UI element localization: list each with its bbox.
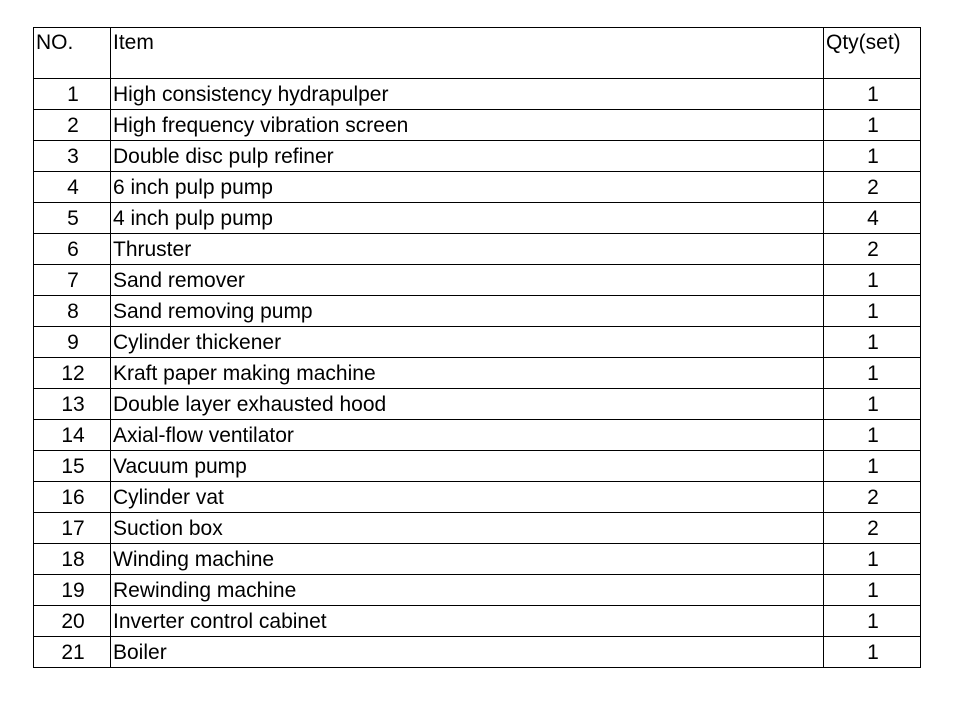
table-row [34, 172, 921, 203]
cell-item: Double disc pulp refiner [111, 141, 824, 172]
cell-no: 13 [34, 389, 111, 420]
cell-qty: 2 [824, 172, 921, 203]
cell-qty: 1 [824, 637, 921, 668]
cell-qty: 1 [824, 358, 921, 389]
cell-qty: 2 [824, 482, 921, 513]
table-row [34, 358, 921, 389]
cell-qty: 1 [824, 389, 921, 420]
cell-no: 12 [34, 358, 111, 389]
equipment-table-body [34, 28, 921, 668]
table-row [34, 110, 921, 141]
cell-item: Suction box [111, 513, 824, 544]
cell-item: High frequency vibration screen [111, 110, 824, 141]
cell-no: 9 [34, 327, 111, 358]
table-row [34, 327, 921, 358]
cell-qty: 1 [824, 296, 921, 327]
table-header-row [34, 28, 921, 79]
cell-no: 15 [34, 451, 111, 482]
cell-no: 21 [34, 637, 111, 668]
cell-item: Kraft paper making machine [111, 358, 824, 389]
table-row [34, 637, 921, 668]
header-item: Item [111, 28, 824, 79]
cell-no: 14 [34, 420, 111, 451]
cell-no: 1 [34, 79, 111, 110]
cell-no: 16 [34, 482, 111, 513]
cell-qty: 2 [824, 513, 921, 544]
cell-qty: 1 [824, 544, 921, 575]
table-row [34, 203, 921, 234]
cell-no: 7 [34, 265, 111, 296]
cell-qty: 1 [824, 265, 921, 296]
cell-item: Sand removing pump [111, 296, 824, 327]
cell-qty: 4 [824, 203, 921, 234]
table-row [34, 389, 921, 420]
cell-no: 17 [34, 513, 111, 544]
cell-qty: 1 [824, 327, 921, 358]
table-row [34, 451, 921, 482]
cell-no: 20 [34, 606, 111, 637]
cell-item: Cylinder thickener [111, 327, 824, 358]
cell-item: Vacuum pump [111, 451, 824, 482]
cell-qty: 1 [824, 420, 921, 451]
cell-item: Inverter control cabinet [111, 606, 824, 637]
cell-no: 4 [34, 172, 111, 203]
cell-no: 8 [34, 296, 111, 327]
cell-item: Thruster [111, 234, 824, 265]
cell-no: 6 [34, 234, 111, 265]
table-row [34, 513, 921, 544]
cell-no: 5 [34, 203, 111, 234]
cell-item: Cylinder vat [111, 482, 824, 513]
cell-item: High consistency hydrapulper [111, 79, 824, 110]
table-row [34, 575, 921, 606]
cell-item: Axial-flow ventilator [111, 420, 824, 451]
table-row [34, 482, 921, 513]
table-row [34, 544, 921, 575]
table-row [34, 265, 921, 296]
header-no: NO. [34, 28, 111, 79]
cell-item: Winding machine [111, 544, 824, 575]
cell-qty: 2 [824, 234, 921, 265]
table-row [34, 606, 921, 637]
table-row [34, 296, 921, 327]
header-qty: Qty(set) [824, 28, 921, 79]
cell-qty: 1 [824, 79, 921, 110]
cell-item: 6 inch pulp pump [111, 172, 824, 203]
cell-item: Sand remover [111, 265, 824, 296]
cell-no: 19 [34, 575, 111, 606]
cell-qty: 1 [824, 451, 921, 482]
cell-no: 18 [34, 544, 111, 575]
cell-qty: 1 [824, 110, 921, 141]
cell-item: Rewinding machine [111, 575, 824, 606]
cell-no: 3 [34, 141, 111, 172]
cell-item: 4 inch pulp pump [111, 203, 824, 234]
equipment-table [33, 27, 921, 668]
cell-qty: 1 [824, 575, 921, 606]
cell-item: Boiler [111, 637, 824, 668]
cell-item: Double layer exhausted hood [111, 389, 824, 420]
table-row [34, 234, 921, 265]
cell-qty: 1 [824, 141, 921, 172]
cell-qty: 1 [824, 606, 921, 637]
table-row [34, 420, 921, 451]
table-row [34, 141, 921, 172]
table-row [34, 79, 921, 110]
cell-no: 2 [34, 110, 111, 141]
